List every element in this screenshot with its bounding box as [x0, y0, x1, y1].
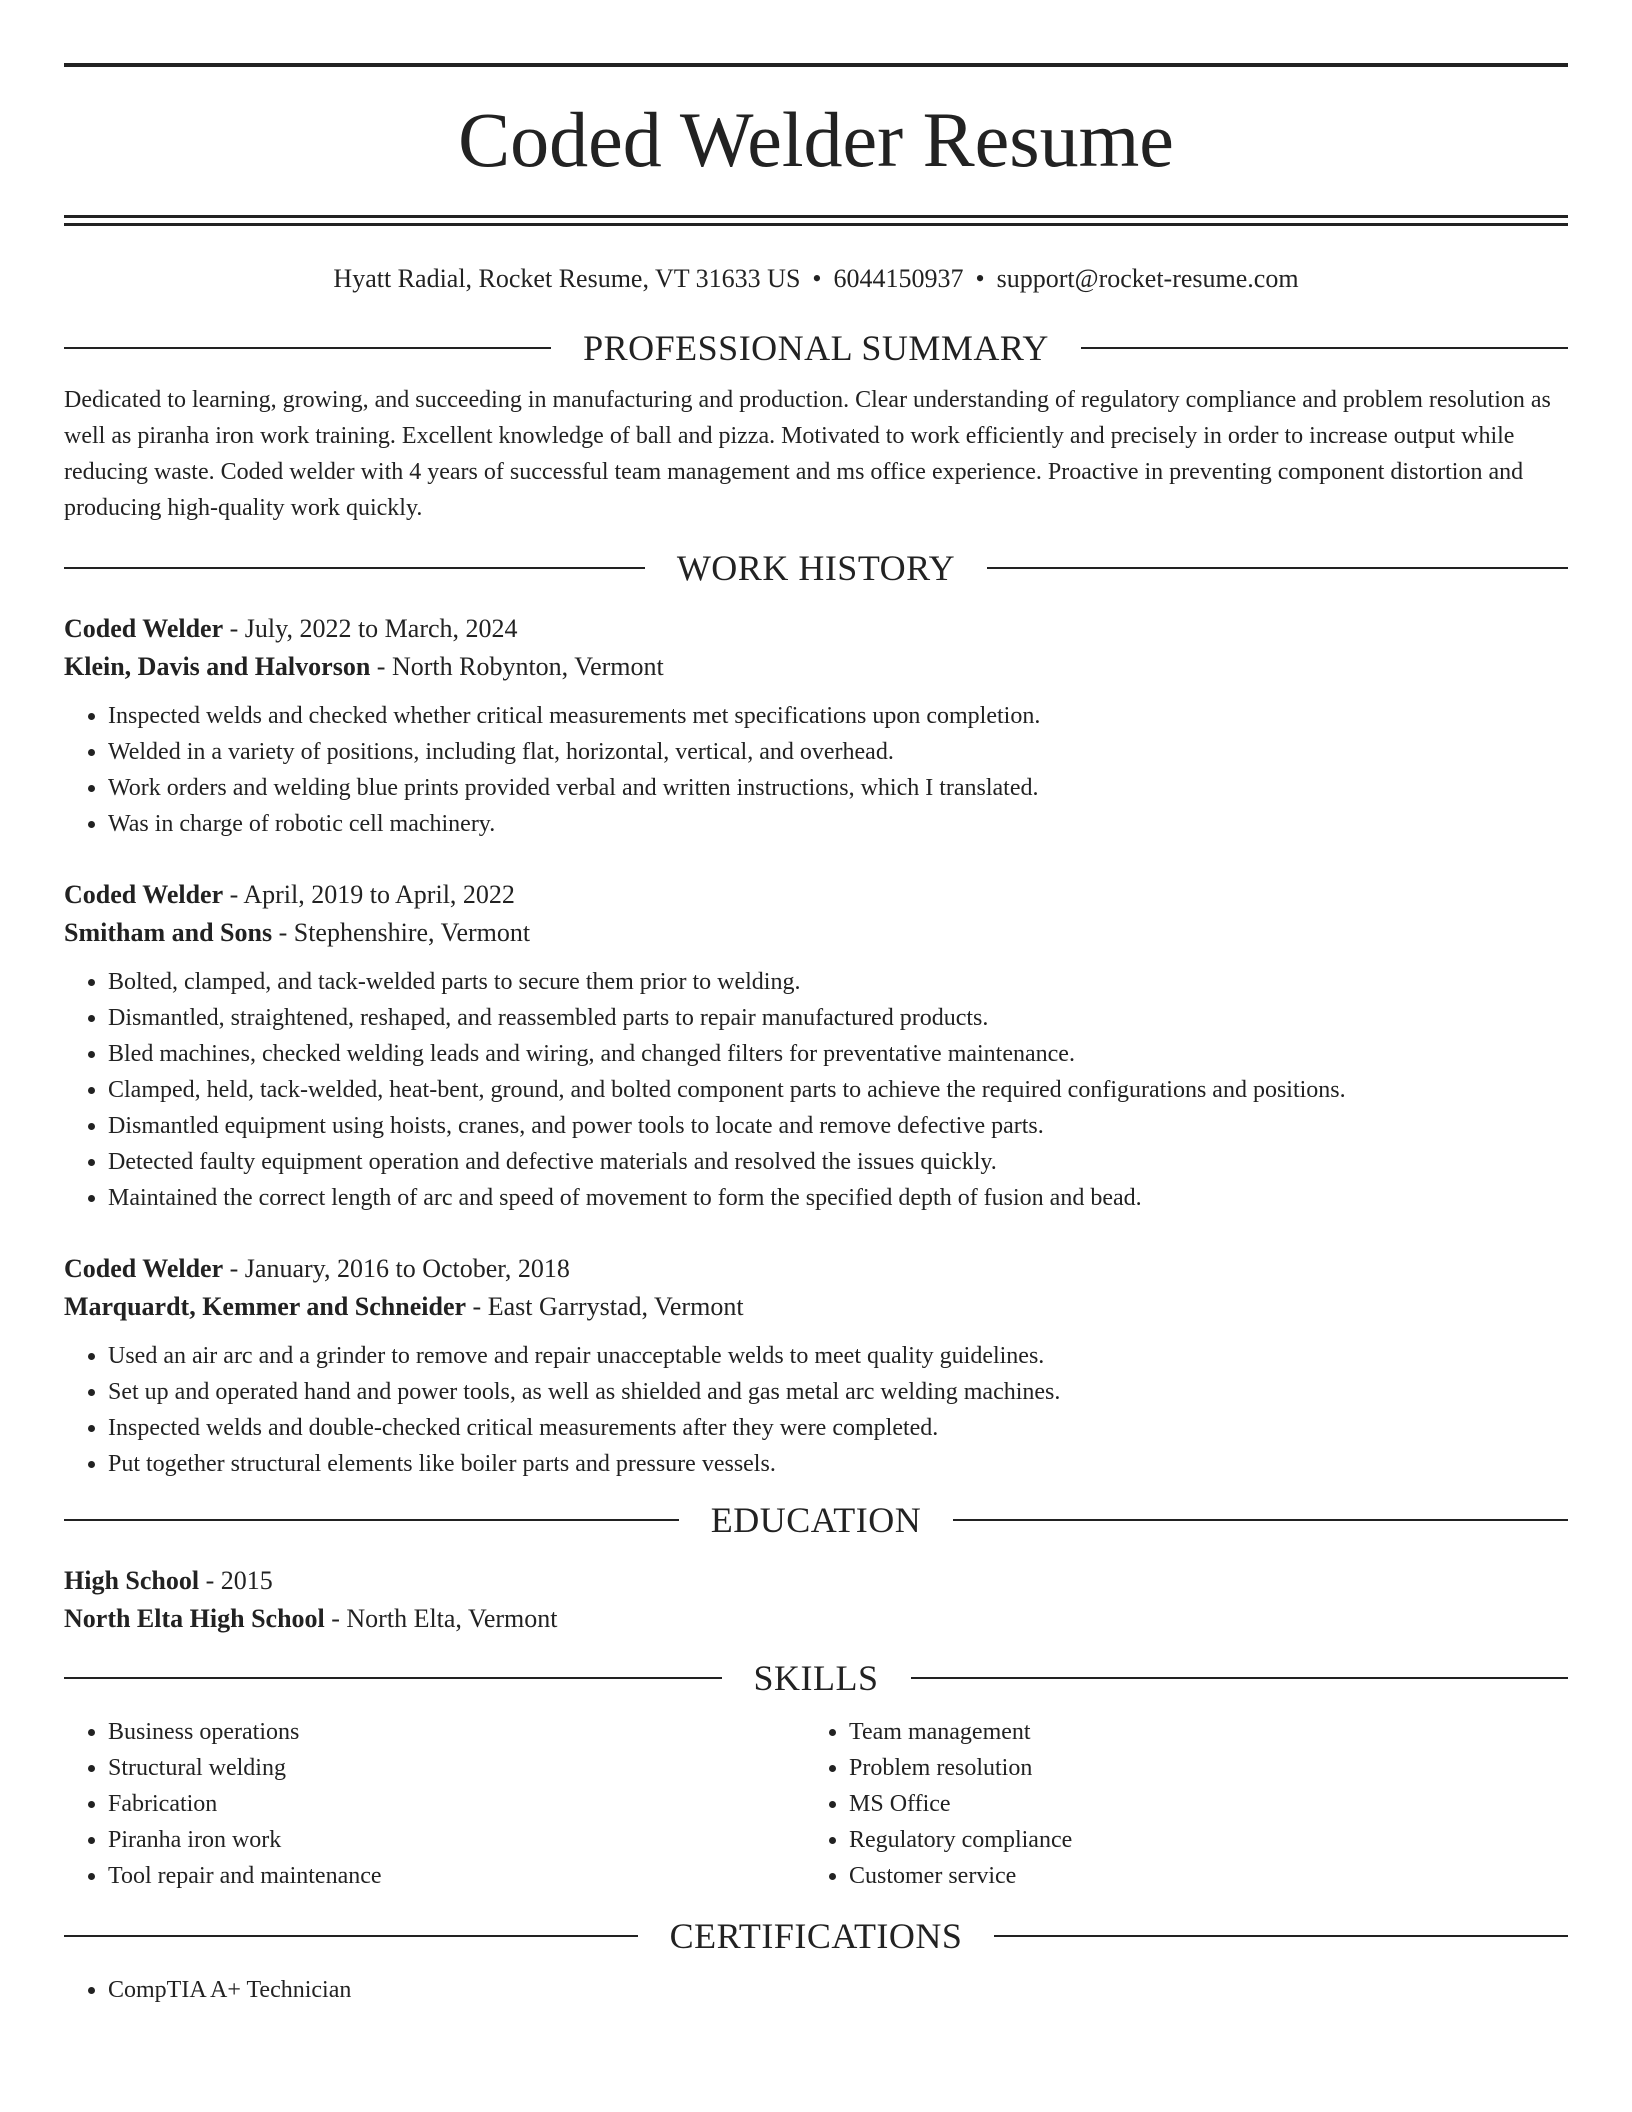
education-school: North Elta High School [64, 1604, 325, 1633]
section-rule [64, 1935, 638, 1937]
section-rule [987, 567, 1568, 569]
list-item: • Detected faulty equipment operation and defective materials and resolved the issues quickly. [108, 1144, 1568, 1180]
job-company-line [64, 1288, 1568, 1326]
section-header-work [64, 548, 1568, 588]
section-rule [64, 347, 551, 349]
list-item: • Clamped, held, tack-welded, heat-bent, ground, and bolted component parts to achieve the required configurations and positions. [108, 1072, 1568, 1108]
skills-list-right [805, 1714, 1546, 1894]
list-item: • Inspected welds and checked whether critical measurements met specifications upon completion. [108, 698, 1568, 734]
page-title: Coded Welder Resume [458, 96, 1174, 183]
list-item: • Used an air arc and a grinder to remove and repair unacceptable welds to meet quality guidelines. [108, 1338, 1568, 1374]
list-item: • Team management [849, 1714, 1546, 1750]
list-item: • Customer service [849, 1858, 1546, 1894]
section-header-certifications [64, 1916, 1568, 1956]
contact-email[interactable]: support@rocket-resume.com [996, 264, 1299, 293]
title-double-rule [64, 215, 1568, 226]
job-company: Marquardt, Kemmer and Schneider [64, 1292, 467, 1321]
list-item: • Regulatory compliance [849, 1822, 1546, 1858]
job-title: Coded Welder [64, 1254, 224, 1283]
contact-line [64, 264, 1568, 294]
job-location: - East Garrystad, Vermont [466, 1292, 744, 1321]
list-item: • Maintained the correct length of arc and speed of movement to form the specified depth of fusion and bead. [108, 1180, 1568, 1216]
job-dates: - July, 2022 to March, 2024 [223, 614, 518, 643]
skills-columns [64, 1714, 1568, 1894]
job-company-line [64, 648, 1568, 686]
contact-phone: 6044150937 [833, 264, 964, 293]
list-item: • Bled machines, checked welding leads and wiring, and changed filters for preventative maintenance. [108, 1036, 1568, 1072]
contact-address: Hyatt Radial, Rocket Resume, VT 31633 US [333, 264, 801, 293]
job-bullets [64, 1338, 1568, 1482]
section-rule [64, 1519, 679, 1521]
job-company: Smitham and Sons [64, 918, 273, 947]
job-title: Coded Welder [64, 614, 224, 643]
job-title-line [64, 1250, 1568, 1288]
list-item: • Work orders and welding blue prints provided verbal and written instructions, which I translated. [108, 770, 1568, 806]
job-location: - Stephenshire, Vermont [272, 918, 531, 947]
section-header-education [64, 1500, 1568, 1540]
job-company: Klein, Davis and Halvorson [64, 652, 371, 681]
list-item: • MS Office [849, 1786, 1546, 1822]
section-title: WORK HISTORY [676, 548, 956, 588]
section-rule [911, 1677, 1569, 1679]
list-item: • Inspected welds and double-checked critical measurements after they were completed. [108, 1410, 1568, 1446]
list-item: • Dismantled, straightened, reshaped, and reassembled parts to repair manufactured products. [108, 1000, 1568, 1036]
section-header-skills [64, 1658, 1568, 1698]
certifications-list [64, 1972, 1568, 2008]
education-location: - North Elta, Vermont [324, 1604, 558, 1633]
job-dates: - January, 2016 to October, 2018 [223, 1254, 570, 1283]
education-school-line [64, 1600, 1568, 1638]
job-entry [64, 1250, 1568, 1482]
skills-list-left [64, 1714, 805, 1894]
section-rule [1081, 347, 1568, 349]
section-rule [64, 1677, 722, 1679]
list-item: • Problem resolution [849, 1750, 1546, 1786]
list-item: • Put together structural elements like boiler parts and pressure vessels. [108, 1446, 1568, 1482]
list-item: • Piranha iron work [108, 1822, 805, 1858]
section-rule [64, 567, 645, 569]
job-entry [64, 876, 1568, 1216]
job-entry [64, 610, 1568, 842]
list-item: • Welded in a variety of positions, including flat, horizontal, vertical, and overhead. [108, 734, 1568, 770]
list-item: • Was in charge of robotic cell machinery. [108, 806, 1568, 842]
job-dates: - April, 2019 to April, 2022 [223, 880, 515, 909]
list-item: • Fabrication [108, 1786, 805, 1822]
education-degree: High School [64, 1566, 200, 1595]
section-rule [994, 1935, 1568, 1937]
list-item: • Business operations [108, 1714, 805, 1750]
section-title: EDUCATION [710, 1500, 922, 1540]
list-item: • Dismantled equipment using hoists, cranes, and power tools to locate and remove defective parts. [108, 1108, 1568, 1144]
job-title-line [64, 610, 1568, 648]
list-item: • Bolted, clamped, and tack-welded parts to secure them prior to welding. [108, 964, 1568, 1000]
job-title: Coded Welder [64, 880, 224, 909]
education-degree-line [64, 1562, 1568, 1600]
certifications-block [64, 1972, 1568, 2008]
list-item: • CompTIA A+ Technician [108, 1972, 1568, 2008]
education-entry [64, 1562, 1568, 1638]
summary-text: Dedicated to learning, growing, and succeeding in manufacturing and production. Clear understanding of regulatory compliance and problem resolution as well as piranha iron work training. Excellent knowledge of ball and pizza. Motivated to work efficiently and precisely in order to increase output while reducing waste. Coded welder with 4 years of successful team management and ms office experience. Proactive in preventing component distortion and producing high-quality work quickly. [64, 387, 1551, 521]
contact-separator: • [975, 264, 985, 293]
job-title-line [64, 876, 1568, 914]
list-item: • Set up and operated hand and power tools, as well as shielded and gas metal arc welding machines. [108, 1374, 1568, 1410]
job-company-line [64, 914, 1568, 952]
job-bullets [64, 698, 1568, 842]
job-location: - North Robynton, Vermont [370, 652, 664, 681]
contact-separator: • [812, 264, 822, 293]
section-header-summary [64, 328, 1568, 368]
section-title: CERTIFICATIONS [669, 1916, 963, 1956]
job-bullets [64, 964, 1568, 1216]
section-rule [953, 1519, 1568, 1521]
list-item: • Tool repair and maintenance [108, 1858, 805, 1894]
education-year: - 2015 [199, 1566, 273, 1595]
section-title: PROFESSIONAL SUMMARY [583, 328, 1049, 368]
section-title: SKILLS [753, 1658, 879, 1698]
list-item: • Structural welding [108, 1750, 805, 1786]
